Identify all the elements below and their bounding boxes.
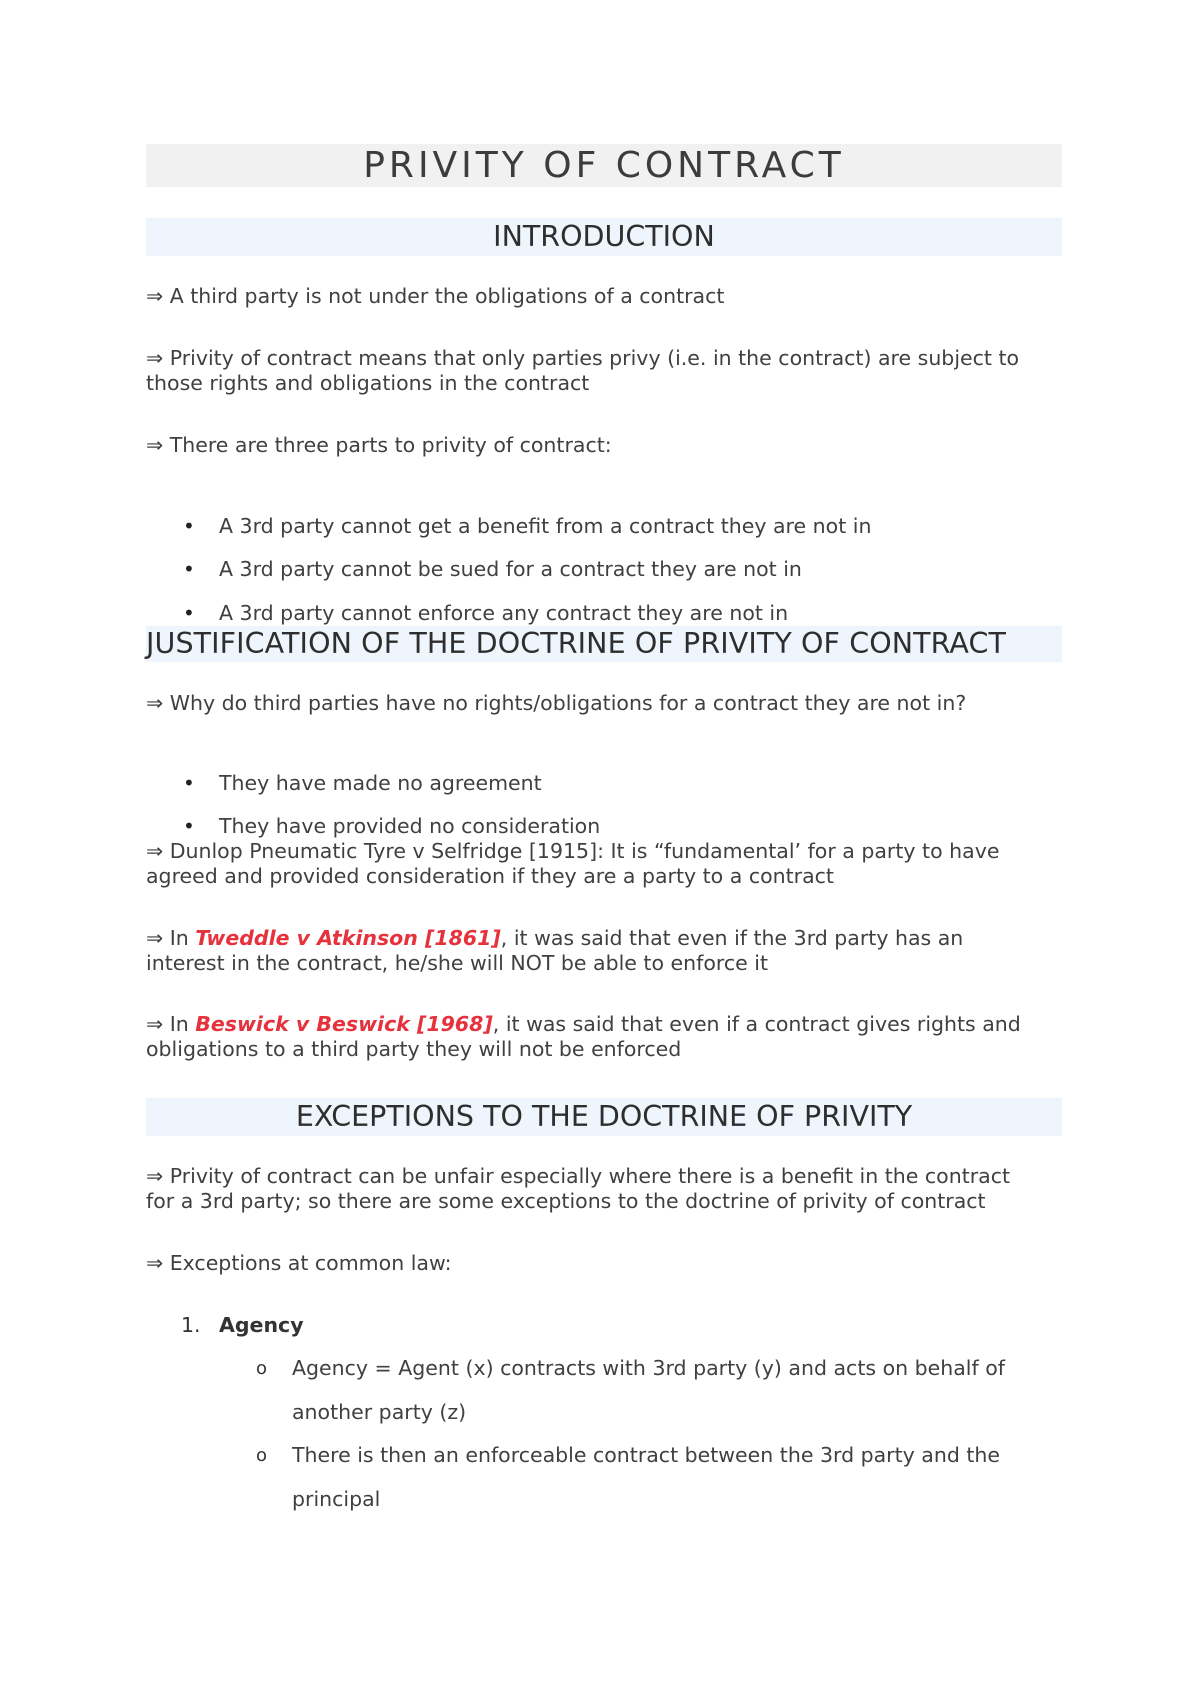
beswick-prefix: ⇒ In <box>146 1012 196 1036</box>
beswick-suffix: , it was said that even if a contract gives rights and <box>492 1012 1021 1036</box>
heading-justification-banner <box>146 626 1062 662</box>
intro-bullet-3: A 3rd party cannot enforce any contract they are not in <box>219 601 789 625</box>
tweddle-line-2: interest in the contract, he/she will NOT be able to enforce it <box>146 951 769 975</box>
dunlop-line-1: ⇒ Dunlop Pneumatic Tyre v Selfridge [1915]: It is “fundamental’ for a party to have <box>146 839 1000 863</box>
page-title: PRIVITY OF CONTRACT <box>363 145 845 186</box>
heading-introduction-banner <box>146 218 1062 256</box>
heading-introduction: INTRODUCTION <box>493 220 715 253</box>
case-citation-tweddle: Tweddle v Atkinson [1861] <box>195 926 501 950</box>
dunlop-line-2: agreed and provided consideration if they are a party to a contract <box>146 864 834 888</box>
justification-question: ⇒ Why do third parties have no rights/obligations for a contract they are not in? <box>146 691 967 715</box>
agency-sub-2-line-1: There is then an enforceable contract between the 3rd party and the <box>292 1443 1001 1467</box>
intro-bullet-2: A 3rd party cannot be sued for a contract they are not in <box>219 557 802 581</box>
sub-bullet-marker: o <box>256 1445 268 1466</box>
tweddle-line-1 <box>146 926 1066 951</box>
intro-paragraph-3: ⇒ There are three parts to privity of contract: <box>146 433 612 457</box>
heading-justification: JUSTIFICATION OF THE DOCTRINE OF PRIVITY OF CONTRACT <box>146 627 1007 660</box>
intro-paragraph-2-line-1: ⇒ Privity of contract means that only parties privy (i.e. in the contract) are subject to <box>146 346 1020 370</box>
intro-paragraph-2-line-2: those rights and obligations in the contract <box>146 371 590 395</box>
intro-bullet-1: A 3rd party cannot get a benefit from a contract they are not in <box>219 514 872 538</box>
exceptions-paragraph-1-line-2: for a 3rd party; so there are some exceptions to the doctrine of privity of contract <box>146 1189 986 1213</box>
heading-exceptions: EXCEPTIONS TO THE DOCTRINE OF PRIVITY <box>295 1100 913 1133</box>
beswick-line-1 <box>146 1012 1066 1037</box>
heading-exceptions-banner <box>146 1098 1062 1136</box>
tweddle-suffix: , it was said that even if the 3rd party has an <box>500 926 964 950</box>
justification-bullet-1: They have made no agreement <box>219 771 542 795</box>
agency-sub-2-line-2: principal <box>292 1487 381 1511</box>
case-citation-beswick: Beswick v Beswick [1968] <box>195 1012 493 1036</box>
beswick-line-2: obligations to a third party they will not be enforced <box>146 1037 682 1061</box>
bullet-marker: • <box>183 771 195 795</box>
bullet-marker: • <box>183 601 195 625</box>
tweddle-prefix: ⇒ In <box>146 926 196 950</box>
bullet-marker: • <box>183 814 195 838</box>
exceptions-paragraph-1-line-1: ⇒ Privity of contract can be unfair especially where there is a benefit in the contract <box>146 1164 1011 1188</box>
intro-paragraph-1: ⇒ A third party is not under the obligations of a contract <box>146 284 725 308</box>
title-banner <box>146 144 1062 187</box>
list-number-1: 1. <box>181 1313 201 1337</box>
sub-bullet-marker: o <box>256 1358 268 1379</box>
bullet-marker: • <box>183 514 195 538</box>
justification-bullet-2: They have provided no consideration <box>219 814 601 838</box>
agency-sub-1-line-2: another party (z) <box>292 1400 467 1424</box>
agency-sub-1-line-1: Agency = Agent (x) contracts with 3rd party (y) and acts on behalf of <box>292 1356 1005 1380</box>
list-item-agency: Agency <box>219 1313 304 1337</box>
exceptions-paragraph-2: ⇒ Exceptions at common law: <box>146 1251 452 1275</box>
bullet-marker: • <box>183 557 195 581</box>
